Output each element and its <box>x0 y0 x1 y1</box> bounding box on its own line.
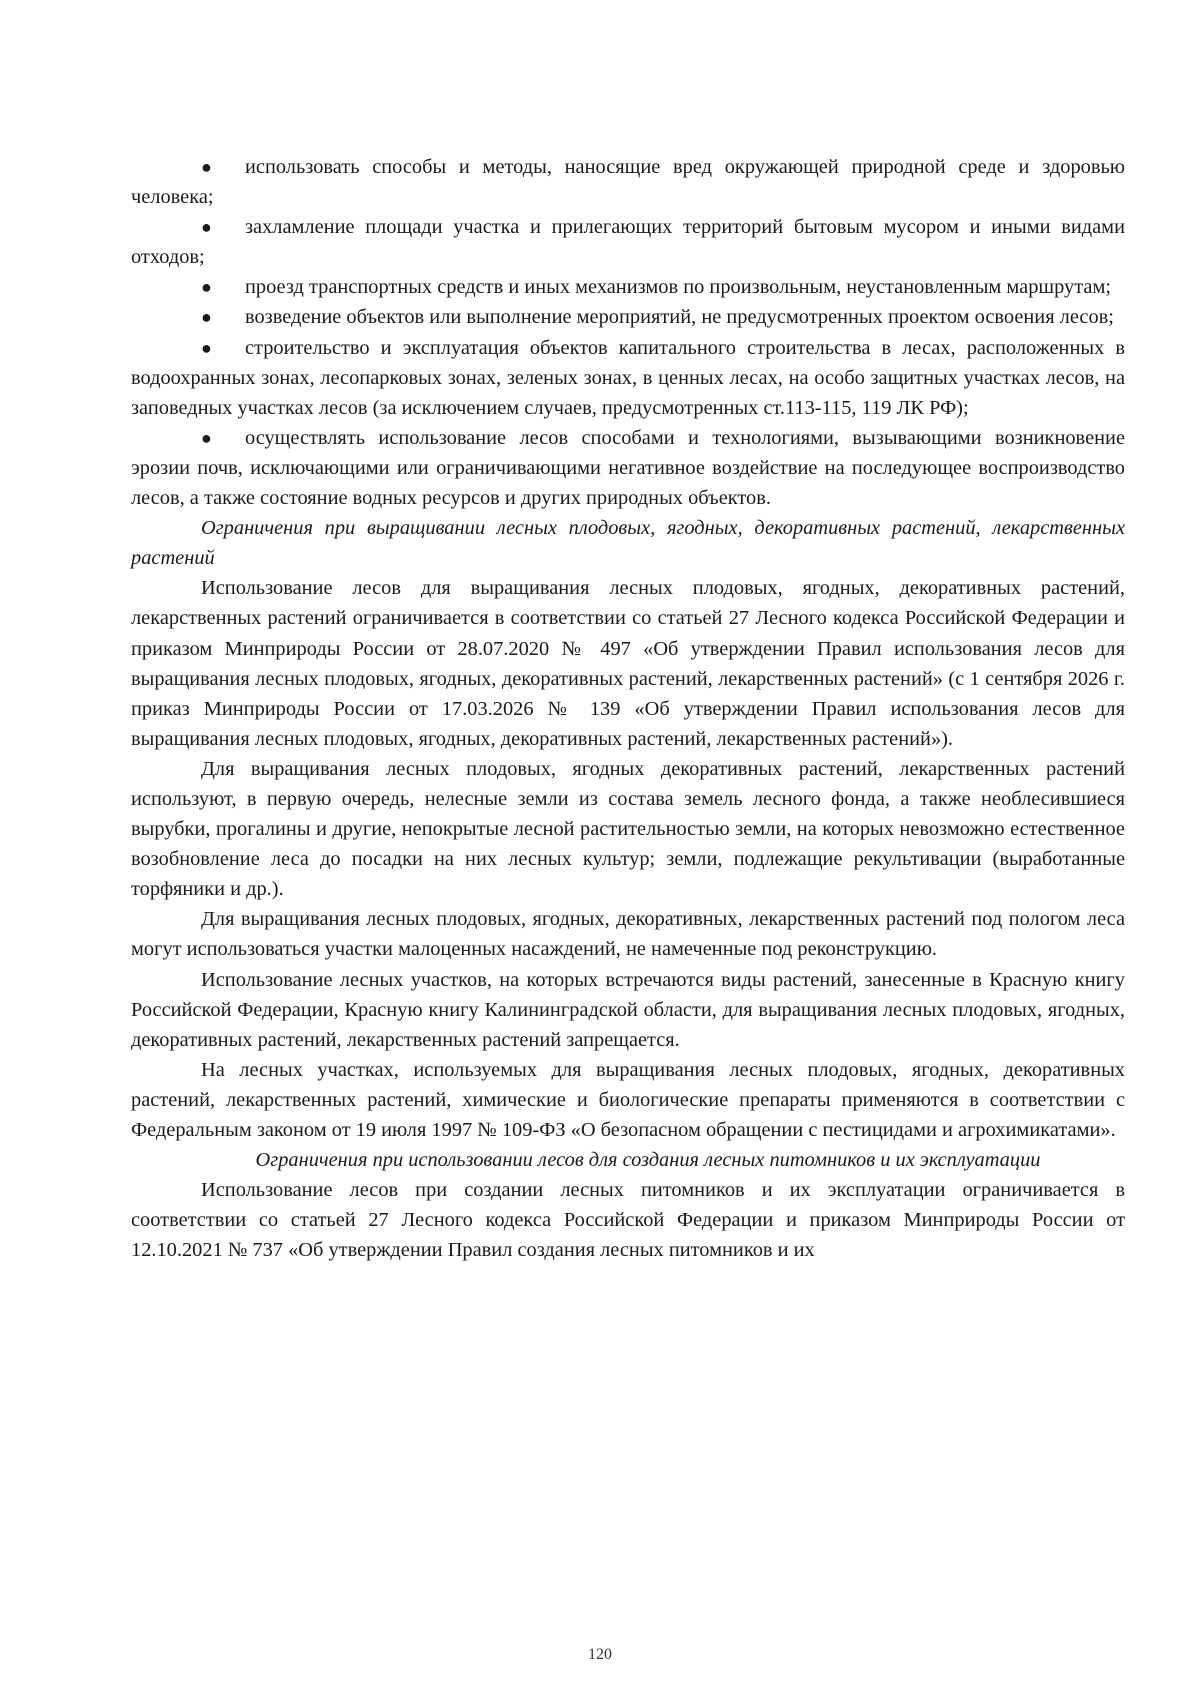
list-item <box>131 152 1125 212</box>
list-item-text: проезд транспортных средств и иных механизмов по произвольным, неустановленным маршрутам; <box>245 276 1112 299</box>
bullet-icon: ● <box>201 217 212 238</box>
bullet-icon: ● <box>201 277 212 298</box>
section-heading: Ограничения при использовании лесов для создания лесных питомников и их эксплуатации <box>255 1149 1041 1172</box>
list-item-text: возведение объектов или выполнение мероприятий, не предусмотренных проектом освоения лесов; <box>245 306 1114 329</box>
page-content <box>131 152 1125 1265</box>
paragraph: Использование лесных участков, на которых встречаются виды растений, занесенные в Красную книгу Российской Федерации, Красную книгу Калининградской области, для выращивания лесных плодовых, ягодных, декоративных растений, лекарственных растений запрещается. <box>131 968 1125 1051</box>
list-item-text: использовать способы и методы, наносящие вред окружающей природной среде и здоровью человека; <box>131 156 1125 209</box>
page-number: 120 <box>588 1646 612 1663</box>
list-item <box>131 423 1125 513</box>
section-heading: Ограничения при выращивании лесных плодовых, ягодных, декоративных растений, лекарственных растений <box>131 517 1125 570</box>
list-item <box>131 272 1125 302</box>
bullet-icon: ● <box>201 427 212 448</box>
paragraph: На лесных участках, используемых для выращивания лесных плодовых, ягодных, декоративных растений, лекарственных растений, химические и биологические препараты применяются в соответствии с Федеральным законом от 19 июля 1997 № 109-ФЗ «О безопасном обращении с пестицидами и агрохимикатами». <box>131 1058 1125 1141</box>
list-item-text: захламление площади участка и прилегающих территорий бытовым мусором и иными видами отходов; <box>131 216 1125 269</box>
list-item-text: осуществлять использование лесов способами и технологиями, вызывающими возникновение эрозии почв, исключающими или ограничивающими негативное воздействие на последующее воспроизводство лесов, а также состояние водных ресурсов и других природных объектов. <box>131 426 1125 510</box>
paragraph: Использование лесов для выращивания лесных плодовых, ягодных, декоративных растений, лекарственных растений ограничивается в соответствии со статьей 27 Лесного кодекса Российской Федерации и приказом Минприроды России от 28.07.2020 № 497 «Об утверждении Правил использования лесов для выращивания лесных плодовых, ягодных, декоративных растений, лекарственных растений» (с 1 сентября 2026 г. приказ Минприроды России от 17.03.2026 № 139 «Об утверждении Правил использования лесов для выращивания лесных плодовых, ягодных, декоративных растений, лекарственных растений»). <box>131 577 1125 750</box>
bullet-icon: ● <box>201 307 212 328</box>
bullet-icon: ● <box>201 157 212 177</box>
list-item <box>131 302 1125 332</box>
paragraph: Для выращивания лесных плодовых, ягодных декоративных растений, лекарственных растений используют, в первую очередь, нелесные земли из состава земель лесного фонда, а также необлесившиеся вырубки, прогалины и другие, непокрытые лесной растительностью земли, на которых невозможно естественное возобновление леса до посадки на них лесных культур; земли, подлежащие рекультивации (выработанные торфяники и др.). <box>131 757 1125 901</box>
paragraph: Для выращивания лесных плодовых, ягодных, декоративных, лекарственных растений под пологом леса могут использоваться участки малоценных насаждений, не намеченные под реконструкцию. <box>131 908 1125 961</box>
bullet-icon: ● <box>201 337 212 358</box>
list-item <box>131 333 1125 423</box>
list-item-text: строительство и эксплуатация объектов капитального строительства в лесах, расположенных в водоохранных зонах, лесопарковых зонах, зеленых зонах, в ценных лесах, на особо защитных участках лесов, на заповедных участках лесов (за исключением случаев, предусмотренных ст.113-115, 119 ЛК РФ); <box>131 336 1125 419</box>
paragraph: Использование лесов при создании лесных питомников и их эксплуатации ограничивается в соответствии со статьей 27 Лесного кодекса Российской Федерации и приказом Минприроды России от 12.10.2021 № 737 «Об утверждении Правил создания лесных питомников и их <box>131 1179 1125 1262</box>
list-item <box>131 212 1125 272</box>
